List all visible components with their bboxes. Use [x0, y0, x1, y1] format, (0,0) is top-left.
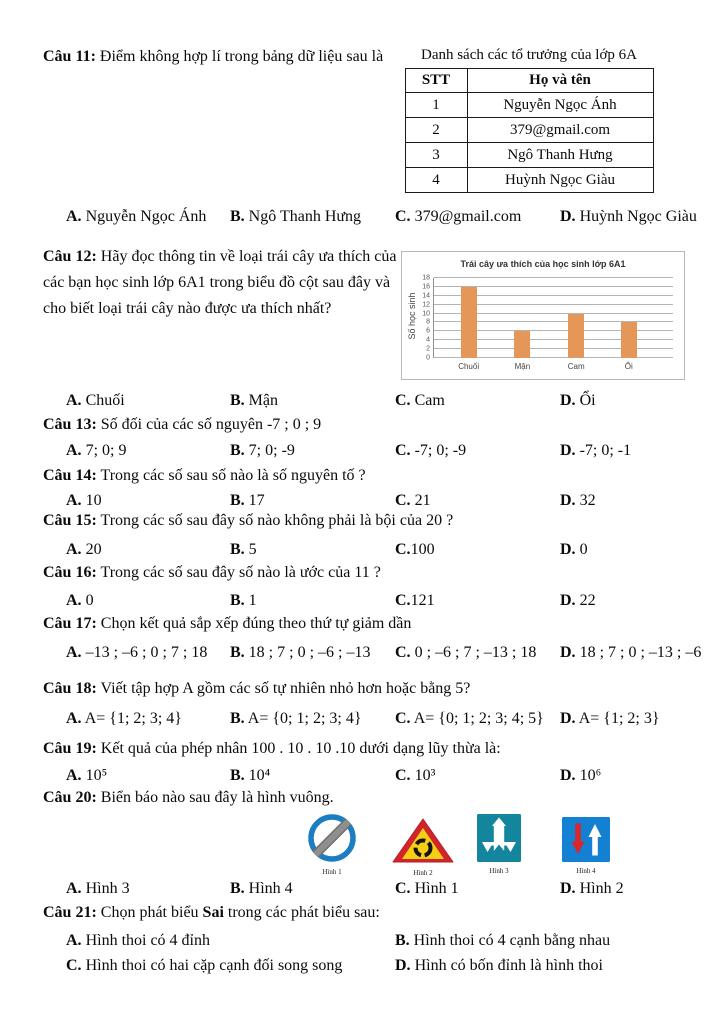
- sign-figure-1: [306, 813, 358, 876]
- gridline: [434, 277, 673, 278]
- y-tick-label: 14: [422, 292, 430, 300]
- option-c: C. Hình thoi có hai cặp cạnh đối song song: [66, 957, 343, 974]
- question-13-text: Số đối của các số nguyên -7 ; 0 ; 9: [100, 416, 322, 433]
- question-17-options: [43, 641, 708, 665]
- fruit-bar-chart: [401, 251, 685, 380]
- blue-circle-gray-slash-icon: [306, 813, 358, 863]
- question-11-options: [43, 205, 708, 229]
- sign-figure-4: [562, 817, 610, 875]
- option-d: D. 10⁶: [560, 767, 602, 784]
- option-c: C. Cam: [395, 392, 445, 409]
- question-13-label: Câu 13:: [43, 416, 97, 433]
- cell-stt: 3: [405, 143, 467, 168]
- cell-name: Ngô Thanh Hưng: [467, 143, 653, 168]
- option-b: B. 5: [230, 541, 257, 558]
- option-b: B. Ngô Thanh Hưng: [230, 208, 362, 225]
- option-c: C. A= {0; 1; 2; 3; 4; 5}: [395, 710, 544, 727]
- question-21-options-row2: [43, 954, 708, 978]
- question-14: [43, 464, 705, 488]
- question-17-label: Câu 17:: [43, 615, 97, 632]
- table-row: [405, 93, 653, 118]
- chart-y-axis-label: Số học sinh: [407, 291, 417, 340]
- option-a: A. 10: [66, 492, 102, 509]
- question-12-text: Hãy đọc thông tin về loại trái cây ưa thích của các bạn học sinh lớp 6A1 trong biểu đồ cột sau đây và cho biết loại trái cây nào được ưa thích nhất?: [43, 248, 397, 317]
- question-20-text: Biển báo nào sau đây là hình vuông.: [100, 789, 334, 806]
- y-tick-label: 2: [426, 345, 430, 353]
- option-b: B. Mận: [230, 392, 278, 409]
- option-a: A. 20: [66, 541, 102, 558]
- cell-stt: 1: [405, 93, 467, 118]
- bar-Ổi: [621, 322, 637, 358]
- sign-2-caption: Hình 2: [413, 869, 433, 877]
- option-d: D. Huỳnh Ngọc Giàu: [560, 208, 697, 225]
- option-d: D. 32: [560, 492, 596, 509]
- question-18-label: Câu 18:: [43, 680, 97, 697]
- question-19-options: [43, 764, 708, 788]
- question-21-text-pre: Chọn phát biểu: [100, 904, 203, 921]
- question-15-text: Trong các số sau đây số nào không phải là bội của 20 ?: [100, 512, 454, 529]
- option-d: D. 18 ; 7 ; 0 ; –13 ; –6: [560, 644, 702, 661]
- option-c: C. -7; 0; -9: [395, 442, 467, 459]
- question-21-text-post: trong các phát biểu sau:: [223, 904, 380, 921]
- question-14-label: Câu 14:: [43, 467, 97, 484]
- option-d: D. -7; 0; -1: [560, 442, 632, 459]
- question-11: [43, 45, 443, 69]
- table-row: [405, 143, 653, 168]
- sign-4-caption: Hình 4: [576, 867, 596, 875]
- question-18: [43, 677, 705, 701]
- x-category-label: Ổi: [624, 362, 633, 371]
- table-title: Danh sách các tổ trưởng của lớp 6A: [420, 47, 637, 63]
- y-tick-label: 16: [422, 283, 430, 291]
- question-12: [43, 244, 403, 322]
- question-20-options: [43, 877, 708, 901]
- option-d: D. 0: [560, 541, 588, 558]
- option-a: A. Chuối: [66, 392, 125, 409]
- option-a: A. –13 ; –6 ; 0 ; 7 ; 18: [66, 644, 208, 661]
- option-b: B. 17: [230, 492, 265, 509]
- x-category-label: Mận: [514, 362, 531, 371]
- option-b: B. 18 ; 7 ; 0 ; –6 ; –13: [230, 644, 371, 661]
- option-d: D. Hình có bốn đỉnh là hình thoi: [395, 957, 603, 974]
- question-12-options: [43, 389, 708, 413]
- question-19-label: Câu 19:: [43, 740, 97, 757]
- question-16-options: [43, 589, 708, 613]
- question-13: [43, 413, 705, 437]
- y-tick-label: 6: [426, 327, 430, 335]
- question-20: [43, 786, 339, 810]
- chart-title: Trái cây ưa thích của học sinh lớp 6A1: [460, 259, 626, 269]
- question-20-label: Câu 20:: [43, 789, 97, 806]
- option-d: D. Hình 2: [560, 880, 624, 897]
- y-tick-label: 18: [422, 274, 430, 282]
- leaders-table-block: [403, 47, 655, 193]
- chart-plot-area: [422, 274, 673, 371]
- y-tick-label: 8: [426, 318, 430, 326]
- option-b: B. A= {0; 1; 2; 3; 4}: [230, 710, 362, 727]
- question-21-text-bold: Sai: [202, 904, 224, 921]
- sign-figure-2: [390, 817, 456, 877]
- option-a: A. 0: [66, 592, 94, 609]
- question-15: [43, 509, 705, 533]
- question-21-options-row1: [43, 929, 708, 953]
- option-d: D. 22: [560, 592, 596, 609]
- question-17-text: Chọn kết quả sắp xếp đúng theo thứ tự giảm dần: [100, 615, 412, 632]
- option-a: A. 10⁵: [66, 767, 108, 784]
- table-row: [405, 118, 653, 143]
- question-19-text: Kết quả của phép nhân 100 . 10 . 10 .10 dưới dạng lũy thừa là:: [100, 740, 501, 757]
- bar-Mận: [514, 331, 530, 358]
- table-row: [405, 168, 653, 193]
- question-12-label: Câu 12:: [43, 248, 97, 265]
- y-tick-label: 4: [426, 336, 430, 344]
- option-c: C.100: [395, 541, 435, 558]
- option-d: D. Ổi: [560, 392, 596, 409]
- question-15-label: Câu 15:: [43, 512, 97, 529]
- x-category-label: Cam: [567, 362, 585, 371]
- option-a: A. A= {1; 2; 3; 4}: [66, 710, 182, 727]
- cell-stt: 2: [405, 118, 467, 143]
- y-tick-label: 0: [426, 354, 430, 362]
- question-13-options: [43, 439, 708, 463]
- blue-square-two-way-priority-icon: [562, 817, 610, 862]
- bar-Chuối: [461, 287, 477, 358]
- cell-name: 379@gmail.com: [467, 118, 653, 143]
- cell-stt: 4: [405, 168, 467, 193]
- option-b: B. 10⁴: [230, 767, 271, 784]
- question-11-text: Điểm không hợp lí trong bảng dữ liệu sau là: [99, 48, 384, 65]
- question-19: [43, 737, 705, 761]
- option-b: B. Hình 4: [230, 880, 293, 897]
- option-c: C. 0 ; –6 ; 7 ; –13 ; 18: [395, 644, 537, 661]
- option-b: B. 1: [230, 592, 257, 609]
- question-16: [43, 561, 705, 585]
- option-c: C.121: [395, 592, 435, 609]
- sign-figure-3: [477, 814, 521, 875]
- option-c: C. 21: [395, 492, 431, 509]
- question-11-label: Câu 11:: [43, 48, 96, 65]
- option-b: B. Hình thoi có 4 cạnh bằng nhau: [395, 932, 611, 949]
- x-category-label: Chuối: [458, 362, 480, 371]
- question-18-options: [43, 707, 708, 731]
- y-tick-label: 10: [422, 310, 430, 318]
- question-17: [43, 612, 705, 636]
- option-a: A. 7; 0; 9: [66, 442, 127, 459]
- option-c: C. 379@gmail.com: [395, 208, 522, 225]
- option-a: A. Nguyễn Ngọc Ánh: [66, 208, 207, 225]
- option-c: C. Hình 1: [395, 880, 459, 897]
- option-a: A. Hình 3: [66, 880, 130, 897]
- question-18-text: Viết tập hợp A gồm các số tự nhiên nhỏ hơn hoặc bằng 5?: [100, 680, 471, 697]
- leaders-table: [405, 68, 654, 193]
- table-header-name: Họ và tên: [467, 69, 653, 93]
- option-b: B. 7; 0; -9: [230, 442, 295, 459]
- y-tick-label: 12: [422, 301, 430, 309]
- sign-3-caption: Hình 3: [489, 867, 509, 875]
- roundabout-warning-triangle-icon: [390, 817, 456, 864]
- option-c: C. 10³: [395, 767, 436, 784]
- teal-square-crossing-icon: [477, 814, 521, 862]
- question-16-text: Trong các số sau đây số nào là ước của 11 ?: [100, 564, 381, 581]
- question-16-label: Câu 16:: [43, 564, 97, 581]
- table-header-stt: STT: [405, 69, 467, 93]
- question-21: [43, 901, 705, 925]
- cell-name: Nguyễn Ngọc Ánh: [467, 93, 653, 118]
- option-a: A. Hình thoi có 4 đỉnh: [66, 932, 210, 949]
- cell-name: Huỳnh Ngọc Giàu: [467, 168, 653, 193]
- question-14-text: Trong các số sau số nào là số nguyên tố ?: [100, 467, 366, 484]
- sign-1-caption: Hình 1: [322, 868, 342, 876]
- question-15-options: [43, 538, 708, 562]
- question-21-label: Câu 21:: [43, 904, 97, 921]
- table-header-row: [405, 69, 653, 93]
- option-d: D. A= {1; 2; 3}: [560, 710, 660, 727]
- bar-Cam: [568, 314, 584, 358]
